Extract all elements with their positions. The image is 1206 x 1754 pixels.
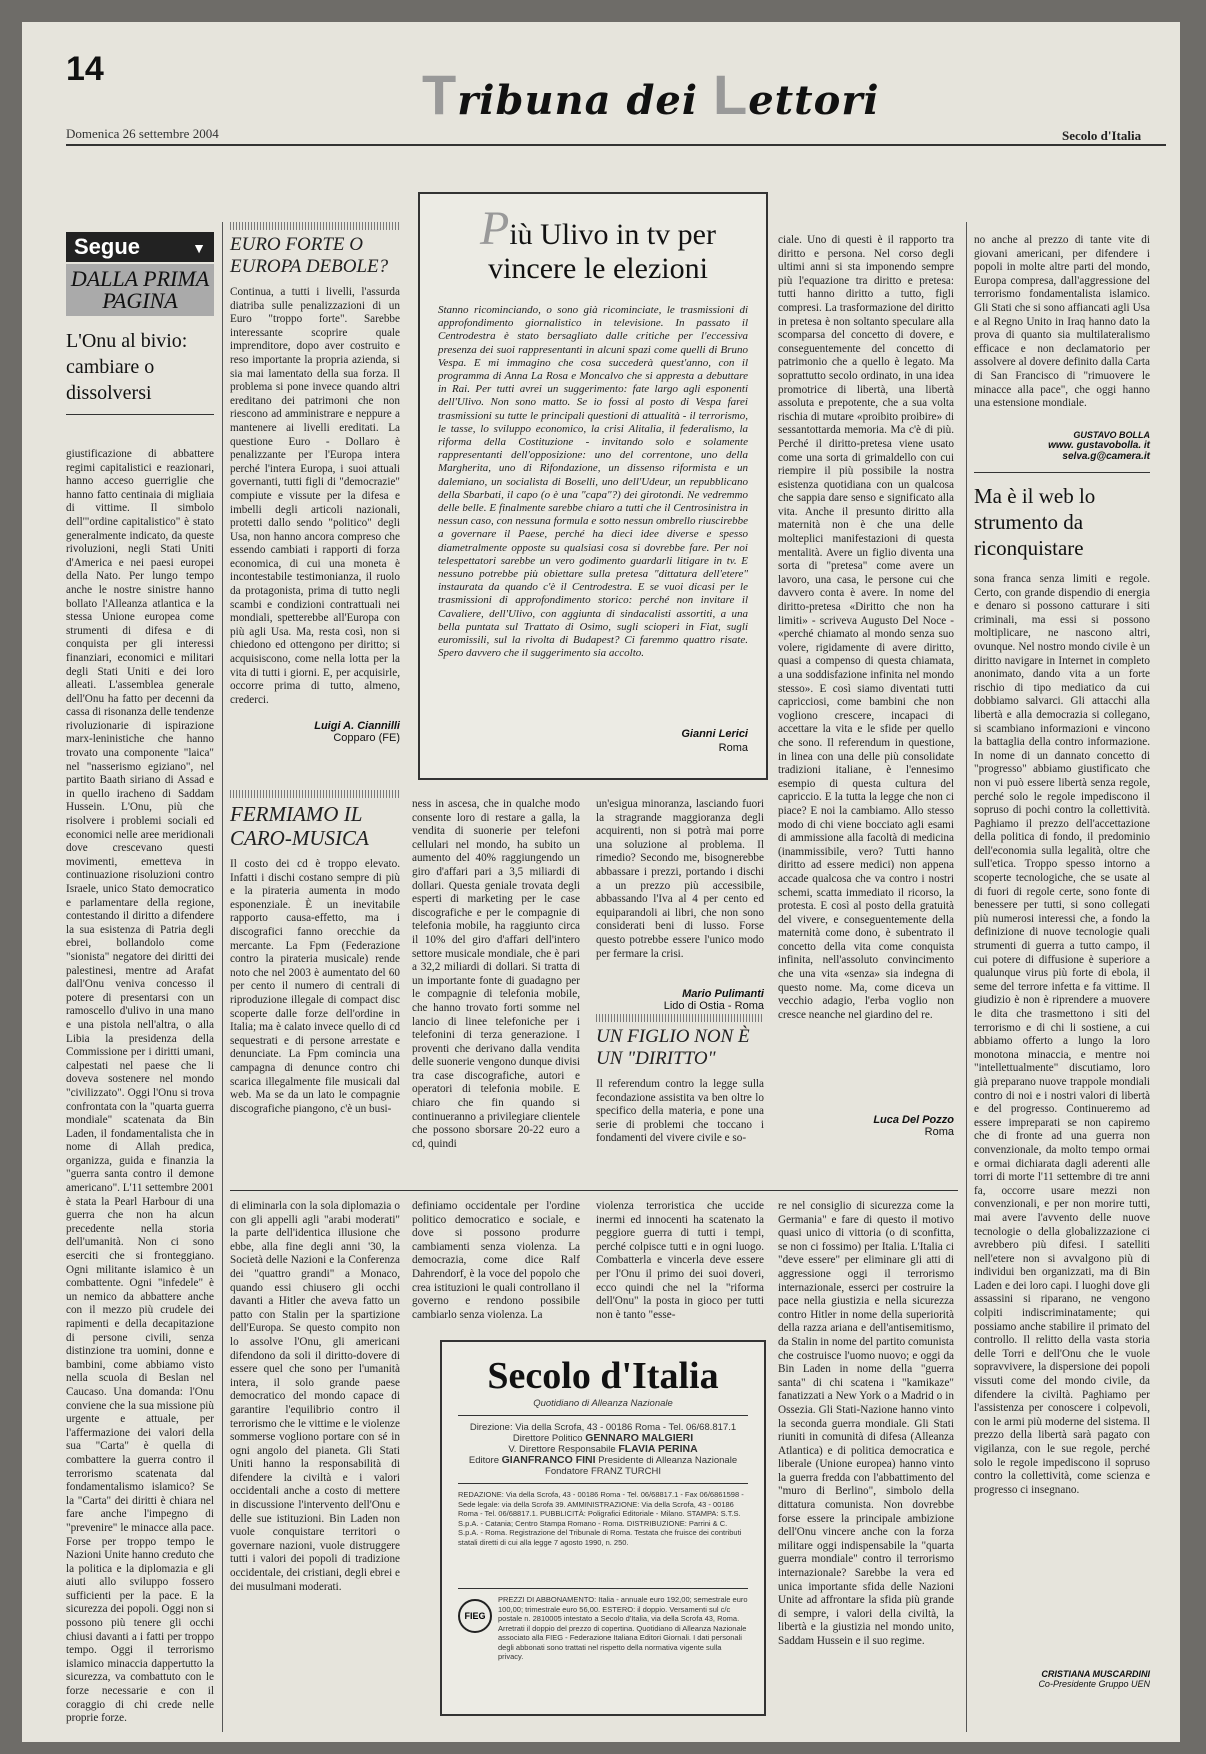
bottom-col5: re nel consiglio di sicurezza come la Germania" e fare di questo il motivo quasi unico di vittoria (o di sconfitta, se non ci fossimo) per Italia. L'Italia ci "deve essere" per eliminare gli atti di aggressione oggi il terrorismo internazionale, esserci per costruire la pace nella giustizia e nella sicurezza contro Hitler in nome della superiorità della razza ariana e dell'antisemitismo, da Stalin in nome del partito comunista che costruisce l'uomo nuovo; e oggi da Bin Laden in nome della "guerra santa" di chi scatena i "kamikaze" fanatizzati a New York o a Madrid o in Ossezia. Gli Stati-Nazione hanno vinto la seconda guerra mondiale. Gli Stati riuniti in comunità di difesa (Alleanza Atlantica) e di politica democratica e liberale (Unione europea) hanno vinto la guerra fredda con l'abbattimento del "muro di Berlino", simbolo della dittatura comunista. Non dovrebbe forse essere la principale ambizione dell'Onu vincere anche con la forza militare oggi indispensabile la "quarta guerra mondiale" contro il terrorismo internazionale? Sarebbe la vera ed unica importante sfida delle Nazioni Unite ad affrontare la sfida più grande di sempre, i valori della civiltà, la libertà e la giustizia nel mondo unito, Saddam Hussein e il suo regime. [778, 1200, 954, 1647]
colophon-rule-1 [458, 1415, 748, 1416]
web-title: Ma è il web lo strumento da riconquistare [974, 484, 1096, 560]
web-body: sona franca senza limiti e regole. Certo, con grande dispendio di energia e denaro si possono catturare i siti criminali, ma essi si possono moltiplicare, ne nascono altri, ovunque. Nel nostro mondo civile è un diritto navigare in Internet in completo anonimato, dando vita a un forte rischio di tipo mediatico da cui dobbiamo salvarci. Gli attacchi alla libertà e alla democrazia si collegano, si scambiano informazioni e vincono la battaglia della contro informazione. In nome di un dannato concetto di "progresso" abbiamo giustificato che non vi può essere libertà senza regole, perché solo le regole impediscono il sopruso di pochi contro la collettività. Paghiamo il prezzo dell'accettazione della politica di fondo, il predominio dell'economia sulla legalità, oltre che sull'etica. Troppo spesso intorno a scoperte tecnologiche, che se usate al di fuori di regole certe, sono fonte di benessere per tutti, si sono collegati più numerosi interessi che, a fondo la definizione di nuove tecnologie quali strumenti di guerra a tutto campo, il cui potere di diffusione è superiore a qualunque virus più forte di ebola, il seme del terrore infetta e fa vittime. Il giudizio è non è riprendere a muovere le dita che trasmettono i siti del terrorismo e di chi li sostiene, a cui abbiamo offerto a lungo la loro monotona minaccia, e mentre noi "intellettualmente" discutiamo, loro già preparano nuove trappole mondiali contro di noi e i nostri valori di libertà e del progresso. Continueremo ad essere impreparati se non capiremo che di fronte ad una guerra non convenzionale, da molto tempo ormai e ormai dichiarata dagli aderenti alle torri di morte l'11 settembre di tre anni fa, occorre usare mezzi non convenzionali, e per non morire tutti, mai avere l'avvento delle nuove tecnologie o della globalizzazione ci avrebbero più difesi. I satelliti nell'etere non si avvalgono più di individui ben organizzati, ma di Bin Laden e dei loro capi. I luoghi dove gli assassini si riparano, ne vengono colpiti indiscriminatamente; qui possiamo anche stabilire il primato del controllo. Il relitto della vasta storia delle Torri e dell'Onu che le vuole sopravvivere, la dispersione dei popoli vissuti come del mondo civile, da difendere la civiltà. Paghiamo per l'assistenza per conoscere i colpevoli, con le armi più moderne del sistema. Il prezzo della libertà sarà pagato con vigilanza, con le sue regole, perché solo le regole impediscono il sopruso contro la collettività, come scienza e progresso ci insegnano. [974, 573, 1150, 1496]
web-author: CRISTIANA MUSCARDINI [1041, 1669, 1150, 1679]
web-title-rule [974, 472, 1150, 473]
figlio-location: Roma [924, 1126, 954, 1138]
colophon-logo: Secolo d'Italia [487, 1355, 719, 1397]
web-role: Co-Presidente Gruppo UEN [1038, 1679, 1150, 1689]
ulivo-title-rest: iù Ulivo in tv per vincere le elezioni [488, 218, 716, 285]
caro-kicker-bar [230, 790, 400, 798]
col-divider-1 [222, 222, 223, 1732]
colophon-line3-name: FLAVIA PERINA [618, 1443, 698, 1455]
col-divider-right [966, 222, 967, 1732]
segue-title-rule [66, 414, 214, 415]
triangle-down-icon: ▼ [192, 240, 206, 256]
middle-rule [230, 1190, 958, 1191]
bottom-col3-wrap [412, 1200, 580, 1320]
bottom-col4: violenza terroristica che uccide inermi ed innocenti ha scatenato la peggiore guerra di tutti i tempi, perché colpisce tutti e in ogni luogo. Combatterla e vincerla deve essere per l'Onu il primo dei suoi doveri, ecco quindi che nel la "riforma dell'Onu" la posta in gioco per tutti non è tanto "esse- [596, 1200, 764, 1321]
ulivo-title [440, 202, 756, 286]
ulivo-author: Gianni Lerici [681, 728, 748, 740]
colophon-bottom [458, 1595, 748, 1679]
colophon-line4-label: Editore [468, 1455, 499, 1466]
header-rule [66, 144, 1166, 146]
euro-author: Luigi A. Ciannilli [314, 720, 400, 732]
segue-label-text: Segue [74, 234, 141, 259]
colophon-line5: Fondatore FRANZ TURCHI [545, 1466, 661, 1477]
right-column [974, 234, 1150, 1689]
segue-col1 [66, 448, 214, 1725]
euro-kicker-bar [230, 222, 400, 230]
newspaper-page [22, 22, 1180, 1742]
colophon-line4-name: GIANFRANCO FINI [501, 1454, 596, 1466]
colophon-line2 [442, 1433, 764, 1444]
right-top-author: GUSTAVO BOLLA [1073, 430, 1150, 440]
bottom-col2: di eliminarla con la sola diplomazia o con gli appelli agli "arabi moderati" la parte dell'identica illusione che ebbe, alla fine degli anni '30, la Società delle Nazioni e la Conferenza dei "quattro grandi" a Monaco, quando essi chiusero gli occhi davanti a Hitler che aveva fatto un patto con Stalin per la spartizione dell'Europa. Se questo compito non lo assolve l'Onu, gli americani difendono da soli il diritto-dovere di essere quel che sono per l'umanità intera, il solo grande paese democratico del mondo capace di garantire l'equilibrio contro il terrorismo che le vittime e le violenze sommerse vogliono portare con sé in ogni angolo del pianeta. Gli Stati Uniti hanno la responsabilità di difendere la civiltà e i valori occidentali anche a costo di mettere in discussione l'intervento dell'Onu e delle sue istituzioni. Bin Laden non vuole conquistare territori o governare nazioni, vuole distruggere tutti i valori dei popoli di tradizione occidentale, dei cristiani, degli ebrei e dei musulmani moderati. [230, 1200, 400, 1593]
euro-article [230, 222, 400, 744]
colophon-small-1: REDAZIONE: Via della Scrofa, 43 - 00186 Roma - Tel. 06/68817.1 - Fax 06/6861598 - Sede legale: via della Scrofa 39. AMMINISTRAZIONE: Via della Scrofa, 43 - 00186 Roma - Tel. 06/68817.1. PUBBLICITÀ: Poligrafici Editoriale - Milano. STAMPA: S.T.S. S.p.A. - Catania; Centro Stampa Romano - Roma. DISTRIBUZIONE: Parrini & C. S.p.A. - Roma. Registrazione del Tribunale di Roma. Testata che fruisce dei contributi statali diretti di cui alla legge 7 agosto 1990, n. 250. [458, 1490, 744, 1547]
euro-location: Copparo (FE) [333, 732, 400, 744]
right-top-web: www. gustavobolla. it [1048, 440, 1150, 451]
ulivo-box [418, 192, 768, 780]
caro-kicker: FERMIAMO IL CARO-MUSICA [230, 802, 369, 850]
page-number: 14 [66, 50, 104, 88]
colophon-line3-label: V. Direttore Responsabile [508, 1444, 616, 1455]
colophon-rule-2 [458, 1483, 748, 1484]
colophon-line2-label: Direttore Politico [512, 1433, 583, 1444]
caro-col1: Il costo dei cd è troppo elevato. Infatti i dischi costano sempre di più e la pirateria aumenta in modo esponenziale. È un inevitabile rapporto causa-effetto, ma i discografici fanno orecchie da mercante. La Fpm (Federazione contro la pirateria musicale) rende noto che nel 2003 è aumentato del 60 per cento il numero di centrali di riproduzione illegale di compact disc scoperte dalle forze dell'ordine in Italia; ma è calato invece quello di cd sequestrati e di persone arrestate e denunciate. La Fpm comincia una campagna di denunce contro chi scarica illegalmente file musicali dal web. Ma se da un lato le compagnie discografiche piangono, c'è un busi- [230, 858, 400, 1115]
segue-label [66, 232, 214, 262]
paper-reference: Secolo d'Italia [1062, 128, 1142, 143]
fieg-logo: FIEG [458, 1599, 492, 1633]
colophon-line4-tail: Presidente di Alleanza Nazionale [598, 1455, 738, 1466]
colophon-line4 [442, 1455, 764, 1466]
masthead-rest: ettori [748, 77, 880, 124]
caro-col2: ness in ascesa, che in qualche modo consente loro di restare a galla, la vendita di suonerie per telefoni cellulari nel mondo, ha subito un aumento del 40% raggiungendo un giro d'affari pari a 3,5 miliardi di dollari. Questa geniale trovata degli esperti di marketing per le case discografiche e per le compagnie di telefonia mobile, ha raggiunto circa il 10% del giro d'affari dell'intero settore musicale mondiale, che è pari a 32,2 miliardi di dollari. Si tratta di un importante fonte di guadagno per le compagnie di telefonia mobile, che hanno trovato forti somme nel lancio di linee telefoniche per i telefonini di terza generazione. I proventi che derivano dalla vendita delle suonerie vengono dunque divisi tra case discografiche, autori e operatori di telefonia mobile. E chiaro che fin quando si continueranno a privilegiare clientele che possono sborsare 20-22 euro a cd, quindi [412, 798, 580, 1150]
figlio-author: Luca Del Pozzo [873, 1114, 954, 1126]
ulivo-body: Stanno ricominciando, o sono già ricominciate, le trasmissioni di approfondimento giornalistico in televisione. In passato il Centrodestra è stato bersagliato dalle critiche per l'eccessiva presenza dei suoi rappresentanti in alcuni spazi come quelli di Bruno Vespa. E mi immagino che cosa succederà quest'anno, con il programma di Anna La Rosa e Moncalvo che si appresta a debuttare in Rai. Per tutti avrei un suggerimento: fate largo agli esponenti dell'Ulivo. Non sono matto. Se io fossi al posto di Vespa farei trasmissioni su tutte le principali questioni di attualità - il terrorismo, le tasse, lo sviluppo economico, la crisi Alitalia, il federalismo, la riforma della Costituzione - invitando solo e solamente rappresentanti dell'opposizione: uno del correntone, uno della Margherita, uno di Rifondazione, un dissenso riformista e un dalemiano, un socialista di Boselli, uno dell'Udeur, un repubblicano della Sbarbati, il capo (o è una "capa"?) dei girotondi. Ne vedremmo delle belle. E finalmente sarebbe chiaro a tutti che il Centrosinistra in nessun caso, con nessuna formula e sotto nessun ombrello riuscirebbe a governare il Paese, perché ha dieci idee diverse e spesso diametralmente opposte su qualsiasi cosa si dovrebbe fare. Per noi telespettatori sarebbe un vero godimento guardarli litigare in tv. E nessuno potrebbe più obiettare sulla pretesa "dittatura dell'etere" instaurata da quando c'è il Centrodestra. E se vuoi dicasi per le trasmissioni di approfondimento storico: perché non invitare il Cavaliere, dell'Ulivo, con aggiunta di sindacalisti assortiti, a una bella puntata sul Trattato di Osimo, sugli scioperi in Fiat, sugli euromissili, sul la rivolta di Budapest? Ci faremmo quattro risate. Spero davvero che il suggerimento sia accolto. [438, 304, 748, 660]
ulivo-title-initial: P [480, 202, 510, 255]
colophon-line2-name: GENNARO MALGIERI [585, 1432, 694, 1444]
masthead-mid: ribuna dei [457, 77, 714, 124]
figlio-col-right-wrap [778, 234, 954, 1138]
dalla-prima-pagina: DALLA PRIMA PAGINA [66, 264, 214, 316]
bottom-col5-wrap [778, 1200, 954, 1730]
figlio-article [596, 1014, 764, 1188]
caro-col3: un'esigua minoranza, lasciando fuori la stragrande maggioranza degli acquirenti, non si potrà mai porre una soluzione al problema. Il rimedio? Secondo me, bisognerebbe abbassare i prezzi, portando i dischi a un prezzo più accessibile, abbassando l'Iva al 4 per cento ed equiparandoli ai libri, che non sono considerati beni di lusso. Forse questo potrebbe essere l'unico modo per fermare la crisi. [596, 798, 764, 960]
euro-body: Continua, a tutti i livelli, l'assurda diatriba sulle penalizzazioni di un Euro "troppo forte". Sarebbe interessante scoprire quale imprenditore, dopo aver costruito e reso importante la propria azienda, si sia mai lamentato della sua forza. Il problema si pone invece quando altri ereditano dei patrimoni che non riescono ad amministrare e neppure a mantenere ai livelli ereditati. La questione Euro - Dollaro è penalizzante per l'Europa intera perché l'intera Europa, i suoi attuali governanti, tutti figli di "democrazie" compiute e vissute per la difesa e imbelli degli articoli nazionali, protetti dallo sendo "politico" degli Usa, non hanno ancora compreso che essendo cambiati i rapporti di forza economica, di cui una moneta è incontestabile testimonianza, il ruolo da protagonista, prima di tutto negli scambi e condizioni contrattuali nei mondiali, spetterebbe all'Europa con più agli Usa. Ma, resta così, non si chiedono ed ottengono per diritto; si acquisiscono, come nella lotta per la vita di tutti i giorni. E, per acquisirle, occorre prima di tutto, almeno, crederci. [230, 286, 400, 706]
colophon-line3 [442, 1444, 764, 1455]
figlio-col-right: ciale. Uno di questi è il rapporto tra diritto e persona. Nel corso degli ultimi anni si sta imponendo sempre più l'equazione tra diritto e pretesa: tutti hanno diritto a tutto, figli compresi. La trasformazione del diritto in pretesa è non soltanto speculare alla scomparsa del concetto di dovere, e conseguentemente del concetto di patrimonio che a quello è legato. Ma soprattutto secolo ordinato, in una idea promotrice di libertà, una libertà assoluta e prepotente, che a sua volta rischia di mutare «proibito proibire» di sessantottarda memoria. Ma c'è di più. Perché il diritto-pretesa viene usato come una sorta di grimaldello con cui riempire il più possibile la nostra esistenza quotidiana con un qualcosa che sappia dare senso e significato alla vita. Anche il presunto diritto alla maternità non è che una delle molteplici manifestazioni di questa mentalità. Avere un figlio diventa una sorta di "pretesa" come avere un lavoro, una casa, le persone cui che davvero conta è avere. In nome del diritto-pretesa «Diritto che non ha limiti» - scriveva Augusto Del Noce - «perché chiamato al mondo senza suo volere, rigidamente di avere diritto, quasi a compenso di questa chiamata, a una soddisfazione infinita nel mondo stesso». E così siamo diventati tutti capricciosi, come bambini che non vogliono crescere, incapaci di accettare la vita e le sfide per quello che sono. Il referendum in questione, in linea con una delle più consolidate tradizioni italiane, è l'ennesimo esempio di questa cultura del capriccio. E la tutta la legge che non ci piace? E noi la cambiamo. Allo stesso modo di chi viene bocciato agli esami di ammissione alla facoltà di medicina (inammissibile, vero? Tutti hanno diritto ad essere medici) non appena accade qualcosa che va contro i nostri schemi, scatta immediato il ricorso, la protesta. E così al posto della gratuità del vivere, e conseguentemente della maternità come dono, è subentrato il concetto della vita come conquista infinita, nell'assoluto convincimento che una vita «senza» sia indegna di questo nome. Ma, come diceva un vecchio adagio, l'erba voglio non cresce neanche nel giardino del re. [778, 234, 954, 1021]
right-top-body: no anche al prezzo di tante vite di giovani americani, per difendere i popoli in molte altre parti del mondo, Europa compresa, dall'aggressione del terrorismo fondamentalista islamico. Gli Stati che si sono affiancati agli Usa e al Regno Unito in Iraq hanno dato la prova di quanto sia multilateralismo efficace e non declamatorio per assolvere al dovere definito dalla Carta di San Francisco di "rimuovere le minacce alla pace", che oggi hanno una estensione mondiale. [974, 234, 1150, 410]
colophon-rule-3 [458, 1588, 748, 1589]
masthead [422, 62, 880, 127]
euro-kicker: EURO FORTE O EUROPA DEBOLE? [230, 234, 389, 277]
segue-block [66, 232, 214, 415]
caro-col2-wrap [412, 798, 580, 1188]
bottom-col3: definiamo occidentale per l'ordine politico democratico e sociale, e dove si possono produrre cambiamenti senza violenza. La democrazia, come dice Ralf Dahrendorf, è la voce del popolo che crea istituzioni le quali controllano il governo e rendono possibile cambiarlo senza violenza. La [412, 1200, 580, 1321]
colophon-line1: Direzione: Via della Scrofa, 43 - 00186 Roma - Tel. 06/68.817.1 [469, 1422, 737, 1433]
bottom-col4-wrap [596, 1200, 764, 1320]
colophon-box [440, 1340, 766, 1716]
dateline: Domenica 26 settembre 2004 [66, 126, 219, 141]
caro-author: Mario Pulimanti [682, 988, 764, 1000]
masthead-initial-t: T [422, 63, 458, 126]
colophon-small-2: PREZZI DI ABBONAMENTO: Italia - annuale euro 192,00; semestrale euro 100,00; trimestrale euro 56,00. ESTERO: il doppio. Versamenti sul c/c postale n. 2810005 intestato a Secolo d'Italia, via della Scrofa 43, Roma. Arretrati il doppio del prezzo di copertina. Quotidiano di Alleanza Nazionale associato alla FIEG - Federazione Italiana Editori Giornali. I dati personali degli abbonati sono trattati nel rispetto della normativa vigente sulla privacy. [498, 1595, 748, 1661]
masthead-initial-l: L [713, 63, 749, 126]
figlio-body: Il referendum contro la legge sulla fecondazione assistita va ben oltre lo specifico della materia, e pone una serie di problemi che toccano i fondamenti del vivere civile e so- [596, 1078, 764, 1145]
segue-col1-body: giustificazione di abbattere regimi capitalistici e reazionari, hanno acceso guerriglie che hanno fatto centinaia di migliaia di vittime. Il simbolo dell'"ordine capitalistico" è stato generalmente indicato, da queste rivoluzioni, negli Stati Uniti d'America e nei paesi europei della Nato. Per lungo tempo anche le nostre sinistre hanno bollato l'Alleanza atlantica e la stessa Unione europea come strumenti di difesa e di conquista per gli interessi finanziari, economici e militari degli Stati Uniti e dei loro alleati. L'assemblea generale dell'Onu ha fatto per decenni da cassa di risonanza delle tendenze rivoluzionarie di ispirazione marx-leninistiche che hanno trovato una componente "laica" nel "nasserismo egiziano", nel partito Baath siriano di Assad e in quello iracheno di Saddam Hussein. L'Onu, più che risolvere i problemi sociali ed economici nelle aree meridionali dove crescevano questi movimenti, emetteva in continuazione risoluzioni contro Israele, unico Stato democratico e parlamentare della regione, contestando il diritto a difendere la sua esistenza di Patria degli ebrei, bollandolo come "sionista" negatore dei diritti dei palestinesi, mentre ad Arafat dall'Onu veniva concesso il potere di presentarsi con un ramoscello d'ulivo in una mano e una pistola nell'altra, o alla Libia la presidenza della Commissione per i diritti umani, calpestati nel paese che li doveva sostenere nel mondo "civilizzato". Oggi l'Onu si trova confrontata con la "quarta guerra mondiale" scatenata da Bin Laden, il fondamentalista che in nome di Allah predica, organizza, guida e finanzia la "guerra santa contro il demone americano". L'11 settembre 2001 è stata la Pearl Harbour di una guerra che non ha alcun precedente nella storia dell'umanità. Non ci sono eserciti che si fronteggiano. Ogni militante islamico è un combattente. Ogni "infedele" è un nemico da abbattere anche con il mezzo più crudele dei rapimenti e della decapitazione di persone civili, senza distinzione tra uomini, donne e bambini, come abbiamo visto nella scuola di Beslan nel Caucaso. Una domanda: l'Onu conviene che la sua missione più urgente e attuale, per l'affermazione dei valori della sua "Carta" è quella di combattere la guerra contro il terrorismo scatenata dal fondamentalismo islamico? Se la "Carta" dei diritti è chiara nel fare anche l'impegno di "prevenire" le minacce alla pace. Forse per troppo tempo le Nazioni Unite hanno creduto che la politica e la diplomazia e gli aiuti allo sviluppo fossero sufficienti per la pace. E la sicurezza dei popoli. Oggi non si possono più tenere gli occhi chiusi davanti a i fatti per troppo tempo. Oggi il terrorismo islamico minaccia dappertutto la sicurezza, va combattuto con le forze necessarie e con il coraggio di chi crede nelle proprie forze. [66, 448, 214, 1725]
segue-title: L'Onu al bivio: cambiare o dissolversi [66, 330, 188, 404]
right-top-mail: selva.g@camera.it [1062, 451, 1150, 462]
figlio-kicker-bar [596, 1014, 764, 1022]
caro-col3-wrap [596, 798, 764, 1012]
figlio-kicker: UN FIGLIO NON È UN "DIRITTO" [596, 1026, 750, 1069]
caro-article [230, 790, 400, 1248]
ulivo-location: Roma [718, 742, 748, 754]
bottom-col2-wrap [230, 1200, 400, 1730]
colophon-subtitle: Quotidiano di Alleanza Nazionale [533, 1398, 673, 1409]
caro-location: Lido di Ostia - Roma [663, 1000, 764, 1012]
